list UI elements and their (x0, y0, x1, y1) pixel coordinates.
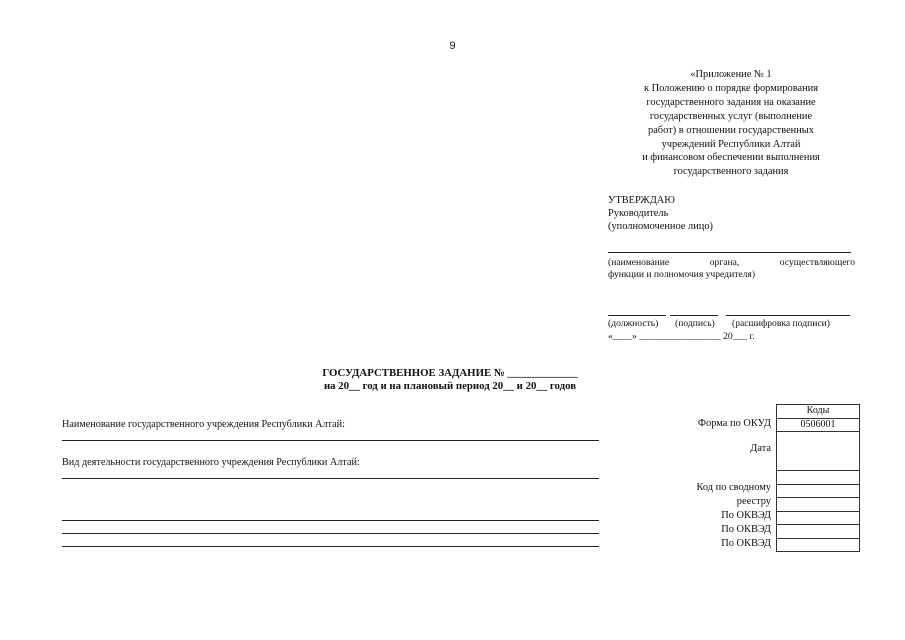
org-name-line (608, 252, 851, 253)
title-line1: ГОСУДАРСТВЕННОЕ ЗАДАНИЕ № _____________ (322, 367, 578, 379)
empty-cell[interactable] (777, 538, 860, 552)
approval-date: «____» _________________ 20___ г. (608, 331, 755, 342)
document-title (300, 367, 600, 392)
appendix-line: и финансовом обеспечении выполнения (642, 152, 820, 164)
org-caption-word: (наименование (608, 257, 670, 268)
registry-label-2: реестру (736, 496, 771, 507)
appendix-line: учреждений Республики Алтай (661, 138, 801, 150)
position-line (608, 315, 666, 316)
okved-label: По ОКВЭД (721, 524, 771, 535)
institution-name-line[interactable] (62, 440, 599, 441)
registry-cell[interactable] (777, 484, 860, 498)
approval-heading: УТВЕРЖДАЮ (608, 195, 675, 206)
okved-label: По ОКВЭД (721, 510, 771, 521)
date-label: Дата (750, 443, 771, 454)
org-caption-word: осуществляющего (779, 257, 855, 268)
signature-caption: (подпись) (675, 318, 715, 329)
decoding-line (726, 315, 850, 316)
signature-line (670, 315, 718, 316)
activity-type-line-3[interactable] (62, 533, 599, 534)
appendix-line: государственного задания на оказание (646, 96, 816, 108)
activity-type-line-1[interactable] (62, 478, 599, 479)
okud-code-cell[interactable]: 0506001 (777, 418, 860, 432)
org-caption-line2: функции и полномочия учредителя) (608, 269, 756, 280)
registry-cell[interactable] (777, 471, 860, 485)
date-cell[interactable] (777, 432, 860, 471)
okved-cell[interactable] (777, 525, 860, 539)
okud-label: Форма по ОКУД (697, 418, 771, 429)
title-line2: на 20__ год и на плановый период 20__ и 20__ годов (323, 379, 577, 392)
appendix-line: государственных услуг (выполнение (649, 110, 813, 122)
org-caption-word: органа, (709, 257, 740, 268)
okved-label: По ОКВЭД (721, 538, 771, 549)
approval-block (608, 194, 713, 234)
decoding-caption: (расшифровка подписи) (732, 318, 830, 329)
appendix-line: работ) в отношении государственных (648, 124, 814, 136)
appendix-heading (600, 68, 862, 179)
appendix-line: к Положению о порядке формирования (643, 82, 819, 94)
page-number: 9 (449, 40, 456, 52)
registry-label-1: Код по сводному (696, 482, 771, 493)
codes-header: Коды (777, 405, 860, 419)
okved-cell[interactable] (777, 511, 860, 525)
approval-role-note: (уполномоченное лицо) (608, 221, 713, 233)
position-caption: (должность) (608, 318, 659, 329)
approval-role: Руководитель (608, 208, 669, 220)
okved-cell[interactable] (777, 498, 860, 512)
activity-type-label: Вид деятельности государственного учреждения Республики Алтай: (62, 457, 360, 468)
codes-table (776, 404, 860, 552)
org-caption-line1 (608, 257, 855, 268)
appendix-line: «Приложение № 1 (690, 69, 772, 80)
institution-name-label: Наименование государственного учреждения Республики Алтай: (62, 419, 345, 430)
activity-type-line-2[interactable] (62, 520, 599, 521)
appendix-line: государственного задания (673, 166, 789, 178)
activity-type-line-4[interactable] (62, 546, 599, 547)
